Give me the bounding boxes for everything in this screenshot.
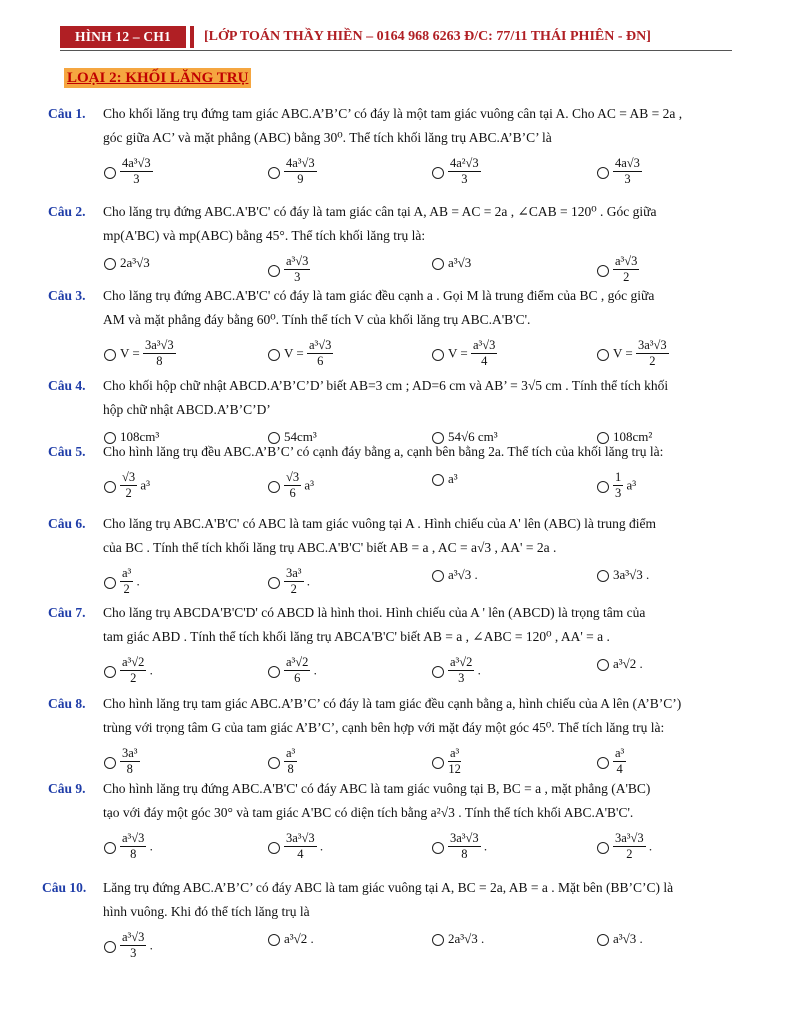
option-text: 2a³√3 — [120, 255, 150, 270]
fraction — [471, 338, 497, 369]
option-value — [448, 831, 487, 862]
chapter-tag: HÌNH 12 – CH1 — [60, 26, 186, 48]
fraction-numerator: 4a√3 — [615, 156, 640, 170]
option-value — [613, 746, 626, 777]
fraction-denominator: 8 — [287, 762, 294, 776]
fraction — [307, 338, 333, 369]
header-rule — [60, 50, 732, 51]
fraction — [284, 470, 301, 501]
question-text-line: Cho lăng trụ ABC.A'B'C' có ABC là tam giác vuông tại A . Hình chiếu của A' lên (ABC) là trung điểm — [103, 516, 657, 531]
fraction-denominator: 8 — [126, 762, 133, 776]
option-value — [284, 566, 310, 597]
option-text: a³ — [448, 471, 458, 486]
option-value — [284, 831, 323, 862]
fraction-denominator: 9 — [297, 172, 304, 186]
option-value — [448, 655, 481, 686]
option-text: a³√3 — [448, 255, 472, 270]
radio-icon[interactable] — [104, 167, 116, 179]
question-label: Câu 2. — [48, 204, 86, 219]
radio-icon[interactable] — [268, 577, 280, 589]
question-label: Câu 8. — [48, 696, 86, 711]
question-text-line: hình vuông. Khi đó thể tích lăng trụ là — [103, 904, 310, 919]
fraction — [448, 655, 474, 686]
fraction-numerator: √3 — [122, 470, 136, 484]
header-title: [LỚP TOÁN THẦY HIỀN – 0164 968 6263 Đ/C: 77/11 THÁI PHIÊN - ĐN] — [204, 29, 651, 44]
option-suffix: a³ — [301, 477, 315, 493]
radio-icon[interactable] — [104, 349, 116, 361]
fraction-denominator: 8 — [461, 847, 468, 861]
fraction-denominator: 12 — [448, 762, 461, 776]
fraction-numerator: a³√3 — [122, 831, 145, 845]
fraction — [448, 831, 481, 862]
fraction — [613, 254, 639, 285]
fraction-numerator: a³ — [286, 746, 296, 760]
question-text-line: tam giác ABD . Tính thể tích khối lăng trụ ABCA'B'C' biết AB = a , ∠ABC = 120⁰ , AA' = a . — [103, 629, 610, 644]
radio-icon[interactable] — [268, 167, 280, 179]
fraction-numerator: 3a³ — [286, 566, 302, 580]
fraction — [613, 156, 642, 187]
fraction-denominator: 3 — [458, 671, 465, 685]
option-value — [448, 930, 484, 948]
radio-icon[interactable] — [432, 349, 444, 361]
fraction — [120, 831, 146, 862]
fraction — [284, 254, 310, 285]
radio-icon[interactable] — [597, 757, 609, 769]
fraction-denominator: 3 — [133, 172, 140, 186]
fraction-numerator: a³√3 — [615, 254, 638, 268]
fraction — [448, 156, 481, 187]
option-text: 3a³√3 . — [613, 567, 650, 582]
fraction-denominator: 3 — [615, 486, 622, 500]
option-value — [448, 338, 497, 369]
option-value — [613, 470, 636, 501]
option-value — [613, 930, 643, 948]
radio-icon[interactable] — [432, 934, 444, 946]
question-label: Câu 10. — [42, 880, 87, 895]
option-prefix: V = — [284, 345, 307, 361]
fraction-numerator: a³√3 — [473, 338, 496, 352]
fraction-denominator: 8 — [130, 847, 137, 861]
fraction-numerator: a³ — [615, 746, 625, 760]
fraction-numerator: a³√3 — [286, 254, 309, 268]
option-suffix: . — [146, 937, 153, 953]
question-text-line: Cho hình lăng trụ tam giác ABC.A’B’C’ có đáy là tam giác đều cạnh bằng a, hình chiếu của A lên (A’B’C’) — [103, 696, 682, 711]
option-value — [120, 746, 140, 777]
option-value — [448, 746, 461, 777]
radio-icon[interactable] — [104, 941, 116, 953]
question-text-line: Cho lăng trụ đứng ABC.A'B'C' có đáy là tam giác đều cạnh a . Gọi M là trung điểm của BC , góc giữa — [103, 288, 655, 303]
option-value — [613, 254, 639, 285]
fraction-numerator: a³√3 — [122, 930, 145, 944]
fraction-numerator: 4a³√3 — [122, 156, 151, 170]
radio-icon[interactable] — [268, 349, 280, 361]
radio-icon[interactable] — [597, 265, 609, 277]
fraction — [120, 746, 140, 777]
fraction-numerator: a³√2 — [286, 655, 309, 669]
fraction-denominator: 2 — [626, 847, 633, 861]
fraction — [284, 566, 304, 597]
fraction — [120, 930, 146, 961]
fraction — [284, 746, 297, 777]
fraction-numerator: 4a²√3 — [450, 156, 479, 170]
option-value — [448, 254, 471, 272]
option-text: a³√3 . — [613, 931, 643, 946]
radio-icon[interactable] — [104, 666, 116, 678]
option-value — [120, 254, 150, 272]
fraction — [613, 831, 646, 862]
option-suffix: . — [480, 838, 488, 854]
option-value — [120, 566, 140, 597]
question-label: Câu 6. — [48, 516, 86, 531]
question-label: Câu 9. — [48, 781, 86, 796]
fraction-numerator: 3a³ — [122, 746, 138, 760]
radio-icon[interactable] — [432, 167, 444, 179]
fraction — [120, 655, 146, 686]
question-label: Câu 1. — [48, 106, 86, 121]
fraction-numerator: 4a³√3 — [286, 156, 315, 170]
option-value — [613, 655, 643, 673]
radio-icon[interactable] — [268, 666, 280, 678]
fraction-numerator: 3a³√3 — [286, 831, 315, 845]
fraction-denominator: 3 — [624, 172, 631, 186]
question-text-line: trùng với trọng tâm G của tam giác A’B’C’, cạnh bên hợp với mặt đáy một góc 45⁰. Thể tích lăng trụ là: — [103, 720, 665, 735]
option-text: 2a³√3 . — [448, 931, 485, 946]
fraction — [120, 566, 133, 597]
fraction-denominator: 3 — [461, 172, 468, 186]
fraction — [448, 746, 461, 777]
fraction-numerator: 3a³√3 — [638, 338, 667, 352]
fraction-numerator: 3a³√3 — [615, 831, 644, 845]
fraction — [284, 655, 310, 686]
fraction-numerator: a³ — [122, 566, 132, 580]
question-text-line: của BC . Tính thể tích khối lăng trụ ABC.A'B'C' biết AB = a , AC = a√3 , AA' = 2a . — [103, 540, 557, 555]
option-value — [120, 470, 150, 501]
option-value — [284, 156, 317, 187]
question-text-line: Cho lăng trụ đứng ABC.A'B'C' có đáy là tam giác cân tại A, AB = AC = 2a , ∠CAB = 120⁰ . Góc giữa — [103, 204, 657, 219]
question-text-line: hộp chữ nhật ABCD.A’B’C’D’ — [103, 402, 271, 417]
fraction-numerator: a³ — [450, 746, 460, 760]
option-text: a³√2 . — [284, 931, 314, 946]
option-suffix: . — [303, 573, 311, 589]
radio-icon[interactable] — [597, 481, 609, 493]
option-value — [120, 655, 153, 686]
question-label: Câu 7. — [48, 605, 86, 620]
fraction-denominator: 2 — [130, 671, 137, 685]
radio-icon[interactable] — [597, 934, 609, 946]
question-text-line: Cho lăng trụ ABCDA'B'C'D' có ABCD là hình thoi. Hình chiếu của A ' lên (ABCD) là trọng tâm của — [103, 605, 646, 620]
fraction-numerator: a³√2 — [450, 655, 473, 669]
question-text-line: tạo với đáy một góc 30° và tam giác A'BC có diện tích bằng a²√3 . Tính thể tích khối ABC.A'B'C'. — [103, 805, 634, 820]
radio-icon[interactable] — [432, 757, 444, 769]
fraction — [120, 470, 137, 501]
radio-icon[interactable] — [597, 167, 609, 179]
option-value — [613, 566, 649, 584]
option-value — [284, 338, 333, 369]
option-value — [448, 566, 478, 584]
question-label: Câu 5. — [48, 444, 86, 459]
fraction-denominator: 3 — [130, 946, 137, 960]
option-value — [284, 655, 317, 686]
radio-icon[interactable] — [597, 659, 609, 671]
option-text: 54cm³ — [284, 429, 317, 444]
radio-icon[interactable] — [597, 842, 609, 854]
radio-icon[interactable] — [104, 258, 116, 270]
option-suffix: . — [645, 838, 653, 854]
radio-icon[interactable] — [268, 934, 280, 946]
radio-icon[interactable] — [104, 577, 116, 589]
option-value — [448, 470, 458, 488]
question-text-line: AM và mặt phẳng đáy bằng 60⁰. Tính thể tích V của khối lăng trụ ABC.A'B'C'. — [103, 312, 531, 327]
option-suffix: a³ — [623, 477, 637, 493]
question-label: Câu 3. — [48, 288, 86, 303]
fraction — [613, 746, 626, 777]
fraction-denominator: 2 — [649, 354, 656, 368]
option-value — [613, 831, 652, 862]
option-text: 108cm² — [613, 429, 653, 444]
fraction-denominator: 4 — [481, 354, 488, 368]
question-text-line: Lăng trụ đứng ABC.A’B’C’ có đáy ABC là tam giác vuông tại A, BC = 2a, AB = a . Mặt bên (BB’C’C) là — [103, 880, 674, 895]
option-value — [284, 746, 297, 777]
question-text-line: góc giữa AC’ và mặt phẳng (ABC) bằng 30⁰. Thể tích khối lăng trụ ABC.A’B’C’ là — [103, 130, 552, 145]
option-suffix: . — [316, 838, 324, 854]
section-title: LOẠI 2: KHỐI LĂNG TRỤ — [64, 68, 251, 88]
fraction — [636, 338, 669, 369]
fraction-numerator: 3a³√3 — [145, 338, 174, 352]
option-suffix: . — [474, 662, 481, 678]
fraction-numerator: √3 — [286, 470, 300, 484]
header-divider — [190, 26, 194, 48]
fraction-denominator: 2 — [125, 486, 132, 500]
fraction-numerator: 3a³√3 — [450, 831, 479, 845]
option-value — [613, 156, 642, 187]
question-text-line: Cho hình lăng trụ đứng ABC.A'B'C' có đáy ABC là tam giác vuông tại B, BC = a , mặt phẳng (A'BC) — [103, 781, 651, 796]
option-prefix: V = — [120, 345, 143, 361]
option-prefix: V = — [613, 345, 636, 361]
radio-icon[interactable] — [104, 757, 116, 769]
fraction — [143, 338, 176, 369]
option-value — [120, 338, 176, 369]
option-suffix: . — [146, 838, 153, 854]
radio-icon[interactable] — [104, 842, 116, 854]
option-text: a³√3 . — [448, 567, 478, 582]
option-value — [284, 470, 314, 501]
option-suffix: a³ — [137, 477, 151, 493]
option-text: a³√2 . — [613, 656, 643, 671]
fraction — [284, 156, 317, 187]
question-label: Câu 4. — [48, 378, 86, 393]
option-value — [613, 338, 669, 369]
radio-icon[interactable] — [432, 258, 444, 270]
fraction-denominator: 6 — [317, 354, 324, 368]
radio-icon[interactable] — [432, 570, 444, 582]
radio-icon[interactable] — [268, 842, 280, 854]
radio-icon[interactable] — [104, 481, 116, 493]
option-suffix: . — [146, 662, 153, 678]
radio-icon[interactable] — [597, 570, 609, 582]
option-prefix: V = — [448, 345, 471, 361]
fraction — [120, 156, 153, 187]
fraction-denominator: 4 — [616, 762, 623, 776]
fraction-numerator: a³√3 — [309, 338, 332, 352]
option-value — [120, 930, 153, 961]
option-value — [120, 156, 153, 187]
fraction-numerator: a³√2 — [122, 655, 145, 669]
fraction-denominator: 2 — [623, 270, 630, 284]
fraction-denominator: 8 — [156, 354, 163, 368]
radio-icon[interactable] — [268, 757, 280, 769]
fraction-denominator: 2 — [123, 582, 130, 596]
radio-icon[interactable] — [432, 666, 444, 678]
question-text-line: Cho khối hộp chữ nhật ABCD.A’B’C’D’ biết AB=3 cm ; AD=6 cm và AB’ = 3√5 cm . Tính thể tích khối — [103, 378, 669, 393]
fraction — [613, 470, 623, 501]
fraction-denominator: 2 — [290, 582, 297, 596]
option-suffix: . — [310, 662, 317, 678]
question-text-line: Cho khối lăng trụ đứng tam giác ABC.A’B’C’ có đáy là một tam giác vuông cân tại A. Cho AC = AB = 2a , — [103, 106, 683, 121]
fraction-numerator: 1 — [615, 470, 622, 484]
radio-icon[interactable] — [432, 842, 444, 854]
option-text: 108cm³ — [120, 429, 160, 444]
radio-icon[interactable] — [432, 474, 444, 486]
page-header — [60, 22, 732, 50]
question-text-line: Cho hình lăng trụ đều ABC.A’B’C’ có cạnh đáy bằng a, cạnh bên bằng 2a. Thể tích của khối lăng trụ là: — [103, 444, 664, 459]
option-value — [284, 254, 310, 285]
radio-icon[interactable] — [268, 265, 280, 277]
option-value — [120, 831, 153, 862]
radio-icon[interactable] — [268, 481, 280, 493]
option-text: 54√6 cm³ — [448, 429, 498, 444]
question-text-line: mp(A'BC) và mp(ABC) bằng 45°. Thể tích khối lăng trụ là: — [103, 228, 426, 243]
fraction — [284, 831, 317, 862]
fraction-denominator: 6 — [294, 671, 301, 685]
fraction-denominator: 3 — [294, 270, 301, 284]
option-suffix: . — [133, 573, 140, 589]
fraction-denominator: 6 — [289, 486, 296, 500]
option-value — [284, 930, 314, 948]
option-value — [448, 156, 481, 187]
radio-icon[interactable] — [597, 349, 609, 361]
fraction-denominator: 4 — [297, 847, 304, 861]
